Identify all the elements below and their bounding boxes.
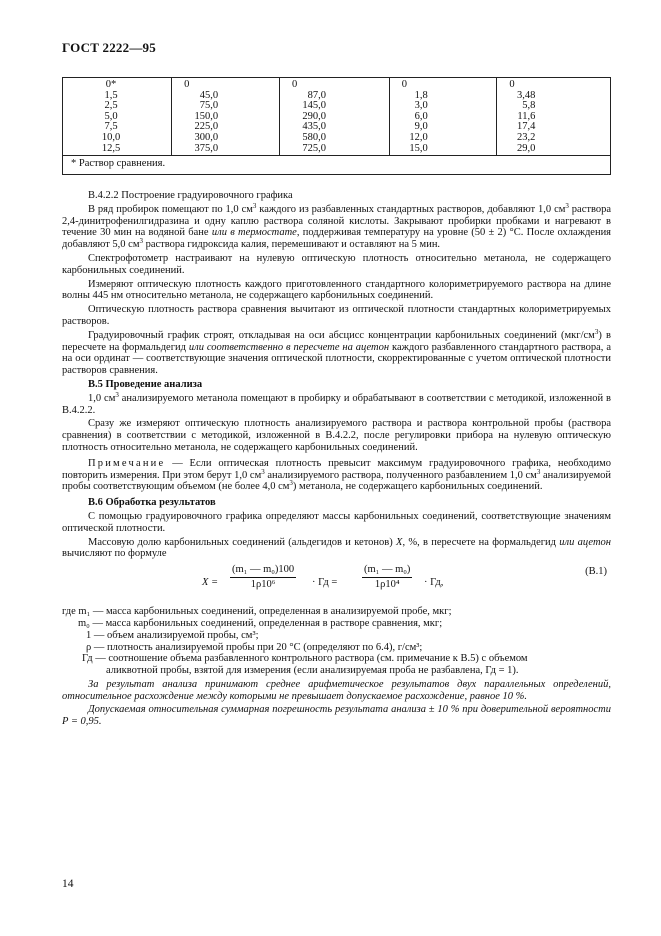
table-cell: 435,0 bbox=[302, 121, 326, 133]
section-title-5: В.5 Проведение анализа bbox=[88, 378, 203, 390]
table-cell: 580,0 bbox=[302, 131, 326, 143]
formula-lhs: X = bbox=[202, 577, 219, 589]
table-cell: 1,5 bbox=[104, 89, 118, 101]
table-column-2 bbox=[172, 78, 280, 156]
table-cell: 375,0 bbox=[194, 142, 219, 154]
legend-line: 1 — объем анализируемой пробы, см³; bbox=[86, 629, 259, 641]
formula-number: (В.1) bbox=[585, 566, 607, 578]
paragraph: Спектрофотометр настраивают на нулевую оптическую плотность относительно метанола, не содержащего карбонильных соединений. bbox=[62, 252, 611, 276]
table-cell: 0 bbox=[184, 79, 190, 90]
paragraph: Измеряют оптическую плотность каждого приготовленного стандартного колориметрируемого раствора на длине волны 445 нм относительно метанола, не содержащего карбонильных соединений. bbox=[62, 278, 611, 302]
table-cell: 5,0 bbox=[104, 110, 118, 122]
table-cell: 145,0 bbox=[302, 100, 326, 112]
formula-numerator-1: (m₁ — m₀)100 bbox=[230, 564, 296, 578]
legend-line: аликвотной пробы, взятой для измерения (если анализируемая проба не разбавлена, Гд = 1). bbox=[106, 665, 519, 677]
formula-denominator-2: 1ρ10⁴ bbox=[374, 578, 400, 590]
table-cell: 725,0 bbox=[302, 142, 326, 154]
table-cell: 150,0 bbox=[194, 110, 219, 122]
table-footnote-row bbox=[63, 156, 611, 175]
table-cell: 45,0 bbox=[199, 89, 219, 101]
formula-denominator-1: 1ρ10⁶ bbox=[250, 578, 276, 590]
table-cell: 290,0 bbox=[302, 110, 326, 122]
document-body bbox=[62, 190, 611, 730]
formula-fraction-1 bbox=[230, 564, 296, 591]
table-cell: 10,0 bbox=[101, 131, 121, 143]
table-cell: 3,48 bbox=[517, 89, 536, 101]
error-paragraph: Допускаемая относительная суммарная погрешность результата анализа ± 10 % при доверительной вероятности P = 0,95. bbox=[62, 704, 611, 728]
formula-end: · Гд, bbox=[424, 577, 444, 589]
section-title-6: В.6 Обработка результатов bbox=[88, 497, 216, 509]
legend-line: Гд — соотношение объема разбавленного контрольного раствора (см. примечание к В.5) с объемом bbox=[82, 653, 528, 665]
table-cell: 0* bbox=[105, 79, 117, 90]
table-column-3 bbox=[279, 78, 389, 156]
paragraph: Градуировочный график строят, откладывая на оси абсцисс концентрации карбонильных соединений $(мкг/см^3)$ в пересчете на формальдегид или соответственно в пересчете на ацетон каждого разбавленного стандартного раствора, а на оси ординат — соответствующие значения оптической плотности, скорректированные с учетом оптической плотности растворов сравнения. bbox=[62, 327, 611, 377]
table-cell: 7,5 bbox=[104, 121, 118, 133]
paragraph: 1,0 $см^3$ анализируемого метанола помещают в пробирку и обрабатывают в соответствии с методикой, изложенной в В.4.2.2. bbox=[62, 390, 611, 416]
paragraph: С помощью градуировочного графика определяют массы карбонильных соединений, соответствующие значениям оптической плотности. bbox=[62, 510, 611, 534]
table-cell: 3,0 bbox=[414, 100, 428, 112]
table-cell: 9,0 bbox=[414, 121, 428, 133]
table-column-5 bbox=[497, 78, 611, 156]
table-cell: 0 bbox=[509, 79, 515, 90]
legend-line: ρ — плотность анализируемой пробы при 20 °С (определяют по 6.4), г/см³; bbox=[86, 641, 423, 653]
table-cell: 6,0 bbox=[414, 110, 428, 122]
table-cell: 29,0 bbox=[517, 142, 536, 154]
formula-legend bbox=[62, 606, 611, 677]
table-cell: 2,5 bbox=[104, 100, 118, 112]
table-cell: 1,8 bbox=[414, 89, 428, 101]
formula-middle: · Гд = bbox=[312, 577, 338, 589]
formula-numerator-2: (m₁ — m₀) bbox=[362, 564, 412, 578]
table-footnote: * Раствор сравнения. bbox=[63, 156, 611, 175]
calibration-table bbox=[62, 77, 611, 175]
formula-fraction-2 bbox=[362, 564, 412, 591]
table-cell: 0 bbox=[291, 79, 298, 90]
table-cell: 300,0 bbox=[194, 131, 219, 143]
document-header: ГОСТ 2222—95 bbox=[62, 40, 156, 55]
table-column-4 bbox=[389, 78, 497, 156]
table-cell: 225,0 bbox=[194, 121, 219, 133]
formula-b1 bbox=[62, 564, 611, 602]
paragraph: Оптическую плотность раствора сравнения вычитают из оптической плотности стандартных колориметрируемых растворов. bbox=[62, 304, 611, 327]
table-column-1 bbox=[63, 78, 172, 156]
paragraph: Сразу же измеряют оптическую плотность анализируемого раствора и раствора контрольной пробы (раствора сравнения) в соответствии с методикой, изложенной в В.4.2.2, после регулировки прибора на нулевую оптическую плотность относительно метанола, не содержащего карбонильных соединений. bbox=[62, 418, 611, 453]
table-cell: 0 bbox=[401, 79, 407, 90]
table-cell: 11,6 bbox=[517, 110, 536, 122]
table-cell: 17,4 bbox=[517, 121, 536, 133]
page-number: 14 bbox=[62, 878, 74, 890]
note-paragraph: Примечание — Если оптическая плотность превысит максимум градуировочного графика, необходимо повторить измерения. При этом берут 1,0 $см^3$ анализируемого раствора, полученного разбавлением 1,0 $см^3$ анализируемой пробы соответствующим объемом (не более 4,0 $см^3$) метанола, не содержащего карбонильных соединений. bbox=[62, 457, 612, 493]
paragraph: Массовую долю карбонильных соединений (альдегидов и кетонов) X, %, в пересчете на формальдегид или ацетон вычисляют по формуле bbox=[62, 536, 611, 560]
table-cell: 12,5 bbox=[101, 142, 121, 154]
table-cell: 87,0 bbox=[307, 89, 326, 101]
table-data-row bbox=[63, 78, 611, 156]
table-cell: 12,0 bbox=[409, 131, 428, 143]
legend-line: m₀ — масса карбонильных соединений, определенная в растворе сравнения, мкг; bbox=[78, 617, 443, 629]
table-cell: 23,2 bbox=[517, 131, 536, 143]
paragraph: В ряд пробирок помещают по 1,0 $см^3$ каждого из разбавленных стандартных растворов, добавляют 1,0 $см^3$ раствора 2,4-динитрофенилгидразина и одну каплю раствора соляной кислоты. Закрывают пробирки пробками и нагревают в течение 30 мин на водяной бане или в термостате, поддерживая температуру на уровне (50 ± 2) °С. После охлаждения добавляют 5,0 $см^3$ раствора гидроксида калия, перемешивают и оставляют на 5 мин. bbox=[62, 201, 612, 251]
section-title-4-2-2: В.4.2.2 Построение градуировочного графика bbox=[88, 190, 293, 201]
legend-line: где m₁ — масса карбонильных соединений, определенная в анализируемой пробе, мкг; bbox=[62, 606, 452, 618]
table-cell: 75,0 bbox=[199, 100, 219, 112]
table-cell: 5,8 bbox=[522, 100, 536, 112]
result-paragraph: За результат анализа принимают среднее арифметическое результатов двух параллельных определений, относительное расхождение между которыми не превышает допускаемое расхождение, равное 10 %. bbox=[62, 678, 611, 702]
table-cell: 15,0 bbox=[409, 142, 428, 154]
